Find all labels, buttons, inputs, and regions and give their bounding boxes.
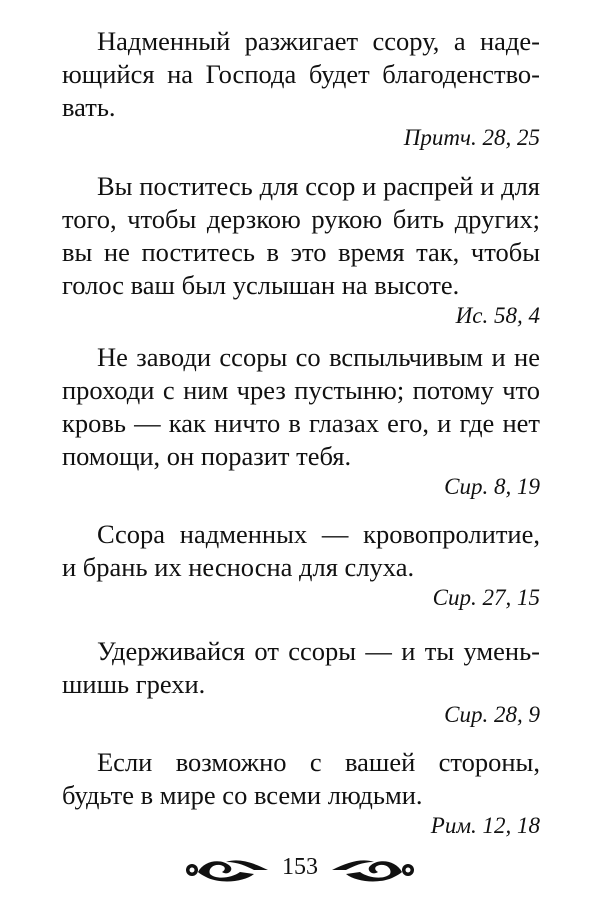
quote-line: вы не поститесь в это время так, чтобы xyxy=(62,237,540,267)
quote-line: ющийся на Господа будет благоденство- xyxy=(62,59,540,89)
quote-line: того, чтобы дерзкою рукою бить других; xyxy=(62,204,540,234)
ornament-right-icon xyxy=(328,852,418,882)
quote-line: будьте в мире со всеми людьми. xyxy=(62,780,423,810)
quote-line: Если возможно с вашей стороны, xyxy=(97,747,540,777)
quote-line: Надменный разжигает ссору, а наде- xyxy=(97,26,540,56)
scripture-citation: Рим. 12, 18 xyxy=(430,813,540,838)
page-number: 153 xyxy=(282,853,318,880)
quote-line: помощи, он поразит тебя. xyxy=(62,441,352,471)
quote-paragraph xyxy=(62,170,540,330)
scripture-citation: Сир. 28, 9 xyxy=(444,702,540,727)
quote-line: голос ваш был услышан на высоте. xyxy=(62,270,460,300)
scripture-citation: Притч. 28, 25 xyxy=(403,125,540,150)
page-footer xyxy=(0,852,600,882)
quote-paragraph xyxy=(62,341,540,501)
quote-paragraph xyxy=(62,635,540,729)
quote-line: Не заводи ссоры со вспыльчивым и не xyxy=(97,342,540,372)
quote-line: Удерживайся от ссоры — и ты умень- xyxy=(97,636,540,666)
scripture-citation: Ис. 58, 4 xyxy=(455,303,540,328)
quote-line: Вы поститесь для ссор и распрей и для xyxy=(97,171,540,201)
quote-line: Ссора надменных — кровопролитие, xyxy=(97,519,540,549)
scripture-citation: Сир. 8, 19 xyxy=(444,474,540,499)
quote-line: кровь — как ничто в глазах его, и где нет xyxy=(62,408,540,438)
quote-line: проходи с ним чрез пустыню; потому что xyxy=(62,375,540,405)
quote-line: шишь грехи. xyxy=(62,669,206,699)
quote-paragraph xyxy=(62,25,540,152)
scripture-citation: Сир. 27, 15 xyxy=(432,585,540,610)
quote-paragraph xyxy=(62,746,540,840)
quote-line: и брань их несносна для слуха. xyxy=(62,552,415,582)
ornament-left-icon xyxy=(182,852,272,882)
quote-paragraph xyxy=(62,518,540,612)
quote-line: вать. xyxy=(62,92,116,122)
